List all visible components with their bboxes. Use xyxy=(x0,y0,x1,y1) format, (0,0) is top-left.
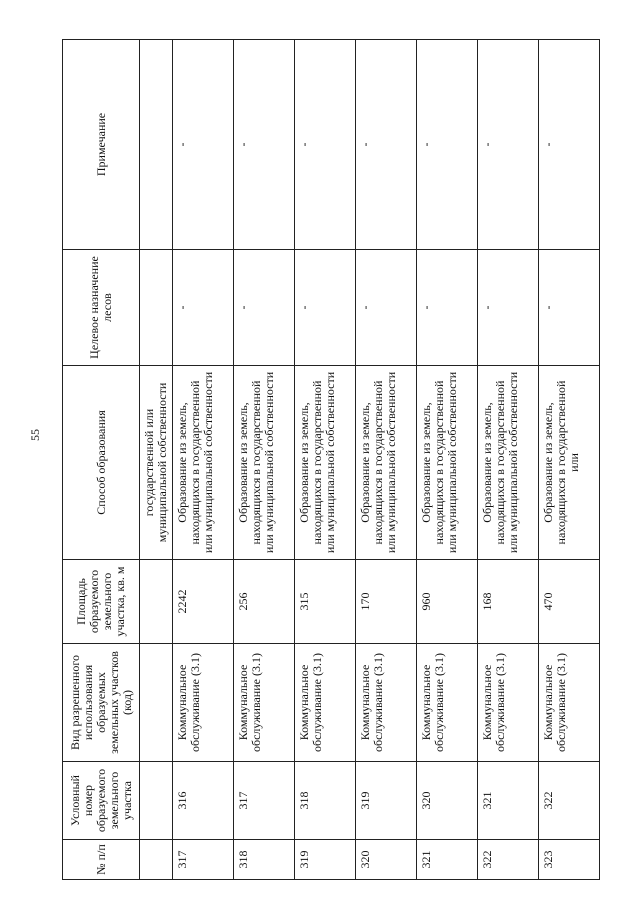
cell-method: Образование из земель, находящихся в государственной или муниципальной собственности xyxy=(234,366,295,560)
cell-forest-purpose: - xyxy=(173,250,234,366)
table-row xyxy=(478,40,539,880)
cell-note: - xyxy=(295,40,356,250)
continuation-method: государственной или муниципальной собственности xyxy=(140,366,173,560)
cell-plot-id: 321 xyxy=(478,762,539,840)
cell-note: - xyxy=(478,40,539,250)
header-plot-id: Условный номер образуемого земельного участка xyxy=(63,762,140,840)
cell-forest-purpose: - xyxy=(234,250,295,366)
cell-note: - xyxy=(173,40,234,250)
cell-area: 2242 xyxy=(173,560,234,644)
cell-note: - xyxy=(417,40,478,250)
cell-number: 323 xyxy=(539,840,600,880)
cell-note: - xyxy=(234,40,295,250)
cell-method: Образование из земель, находящихся в государственной или муниципальной собственности xyxy=(478,366,539,560)
cell-number: 321 xyxy=(417,840,478,880)
rotated-table-container xyxy=(62,40,581,880)
table-row xyxy=(173,40,234,880)
cell-area: 256 xyxy=(234,560,295,644)
table-row xyxy=(356,40,417,880)
header-forest-purpose: Целевое назначение лесов xyxy=(63,250,140,366)
table-row xyxy=(295,40,356,880)
cell-permitted-use: Коммунальное обслуживание (3.1) xyxy=(234,644,295,762)
continuation-row xyxy=(140,40,173,880)
cell-forest-purpose: - xyxy=(478,250,539,366)
cell-plot-id: 320 xyxy=(417,762,478,840)
cell-plot-id: 316 xyxy=(173,762,234,840)
cell-plot-id: 319 xyxy=(356,762,417,840)
cell-area: 470 xyxy=(539,560,600,644)
cell-forest-purpose: - xyxy=(417,250,478,366)
cell-method: Образование из земель, находящихся в государственной или муниципальной собственности xyxy=(356,366,417,560)
cell-permitted-use: Коммунальное обслуживание (3.1) xyxy=(539,644,600,762)
cell-note: - xyxy=(356,40,417,250)
land-plots-table xyxy=(62,39,600,880)
cell-number: 322 xyxy=(478,840,539,880)
header-method: Способ образования xyxy=(63,366,140,560)
cell-number: 319 xyxy=(295,840,356,880)
cell-permitted-use: Коммунальное обслуживание (3.1) xyxy=(173,644,234,762)
cell-area: 168 xyxy=(478,560,539,644)
cell-area: 960 xyxy=(417,560,478,644)
header-note: Примечание xyxy=(63,40,140,250)
table-row xyxy=(234,40,295,880)
cell-method: Образование из земель, находящихся в государственной или муниципальной собственности xyxy=(295,366,356,560)
header-area: Площадь образуемого земельного участка, кв. м xyxy=(63,560,140,644)
table-frame xyxy=(62,40,581,880)
cell-permitted-use: Коммунальное обслуживание (3.1) xyxy=(417,644,478,762)
header-permitted-use: Вид разрешенного использования образуемых земельных участков (код) xyxy=(63,644,140,762)
table-row xyxy=(539,40,600,880)
cell-area: 315 xyxy=(295,560,356,644)
cell-plot-id: 318 xyxy=(295,762,356,840)
cell-plot-id: 317 xyxy=(234,762,295,840)
table-row xyxy=(417,40,478,880)
cell-number: 320 xyxy=(356,840,417,880)
header-number: № п/п xyxy=(63,840,140,880)
page-number: 55 xyxy=(28,429,42,441)
cell-forest-purpose: - xyxy=(539,250,600,366)
cell-number: 317 xyxy=(173,840,234,880)
cell-forest-purpose: - xyxy=(356,250,417,366)
cell-method: Образование из земель, находящихся в государственной или xyxy=(539,366,600,560)
cell-note: - xyxy=(539,40,600,250)
cell-area: 170 xyxy=(356,560,417,644)
cell-method: Образование из земель, находящихся в государственной или муниципальной собственности xyxy=(173,366,234,560)
cell-method: Образование из земель, находящихся в государственной или муниципальной собственности xyxy=(417,366,478,560)
cell-plot-id: 322 xyxy=(539,762,600,840)
cell-number: 318 xyxy=(234,840,295,880)
cell-permitted-use: Коммунальное обслуживание (3.1) xyxy=(478,644,539,762)
cell-forest-purpose: - xyxy=(295,250,356,366)
table-header-row xyxy=(63,40,140,880)
cell-permitted-use: Коммунальное обслуживание (3.1) xyxy=(295,644,356,762)
cell-permitted-use: Коммунальное обслуживание (3.1) xyxy=(356,644,417,762)
